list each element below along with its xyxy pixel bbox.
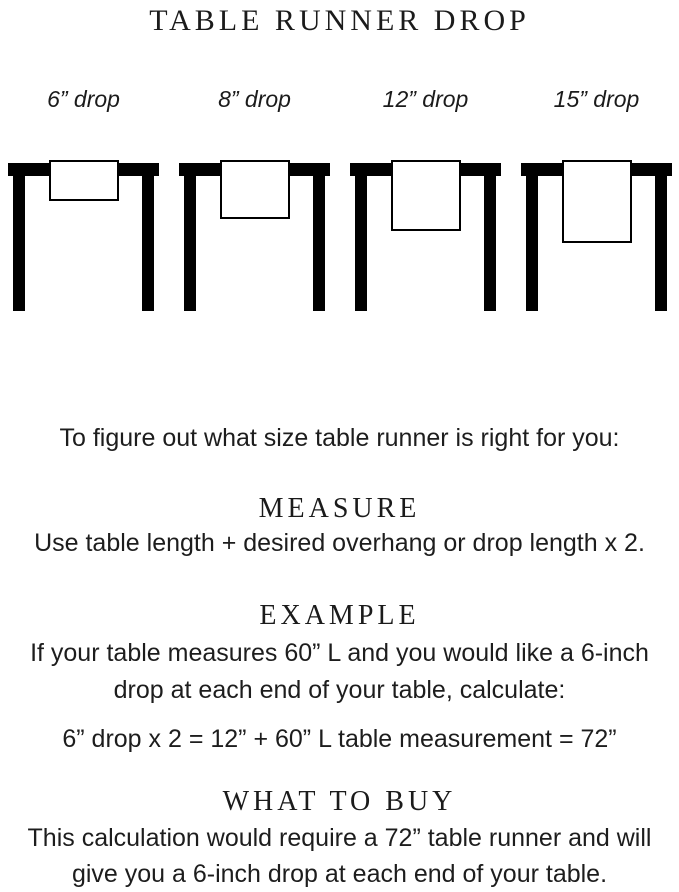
example-body-line1: If your table measures 60” L and you would like a 6-inch [30,639,649,667]
intro-text: To figure out what size table runner is right for you: [59,424,620,452]
table-leg-right-icon [655,163,667,311]
what-to-buy-body [0,820,679,892]
example-body [0,635,679,709]
table-graphic-12-drop [340,160,511,312]
example-body-line2: drop at each end of your table, calculate: [113,676,566,704]
example-heading: EXAMPLE [259,600,420,631]
table-leg-right-icon [142,163,154,311]
page-title: TABLE RUNNER DROP [149,4,530,37]
table-leg-right-icon [313,163,325,311]
table-graphic-8-drop [169,160,340,312]
measure-body: Use table length + desired overhang or drop length x 2. [34,529,645,557]
runner-rect-icon [562,160,632,243]
table-leg-left-icon [355,163,367,311]
drop-label-6: 6” drop [47,86,120,112]
table-leg-left-icon [184,163,196,311]
measure-heading: MEASURE [258,493,421,524]
what-to-buy-heading: WHAT TO BUY [222,786,457,817]
table-leg-left-icon [526,163,538,311]
table-graphic-6-drop [0,160,169,312]
table-leg-left-icon [13,163,25,311]
drop-label-15: 15” drop [553,86,640,112]
tables-row [0,160,679,312]
runner-rect-icon [391,160,461,231]
what-to-buy-line2: give you a 6-inch drop at each end of your table. [71,860,608,888]
drop-labels-row [0,84,679,114]
table-graphic-15-drop [511,160,679,312]
drop-label-12: 12” drop [382,86,469,112]
runner-rect-icon [49,160,119,201]
example-formula: 6” drop x 2 = 12” + 60” L table measurement = 72” [62,725,617,753]
table-leg-right-icon [484,163,496,311]
runner-rect-icon [220,160,290,219]
drop-label-8: 8” drop [218,86,291,112]
what-to-buy-line1: This calculation would require a 72” table runner and will [27,824,652,852]
